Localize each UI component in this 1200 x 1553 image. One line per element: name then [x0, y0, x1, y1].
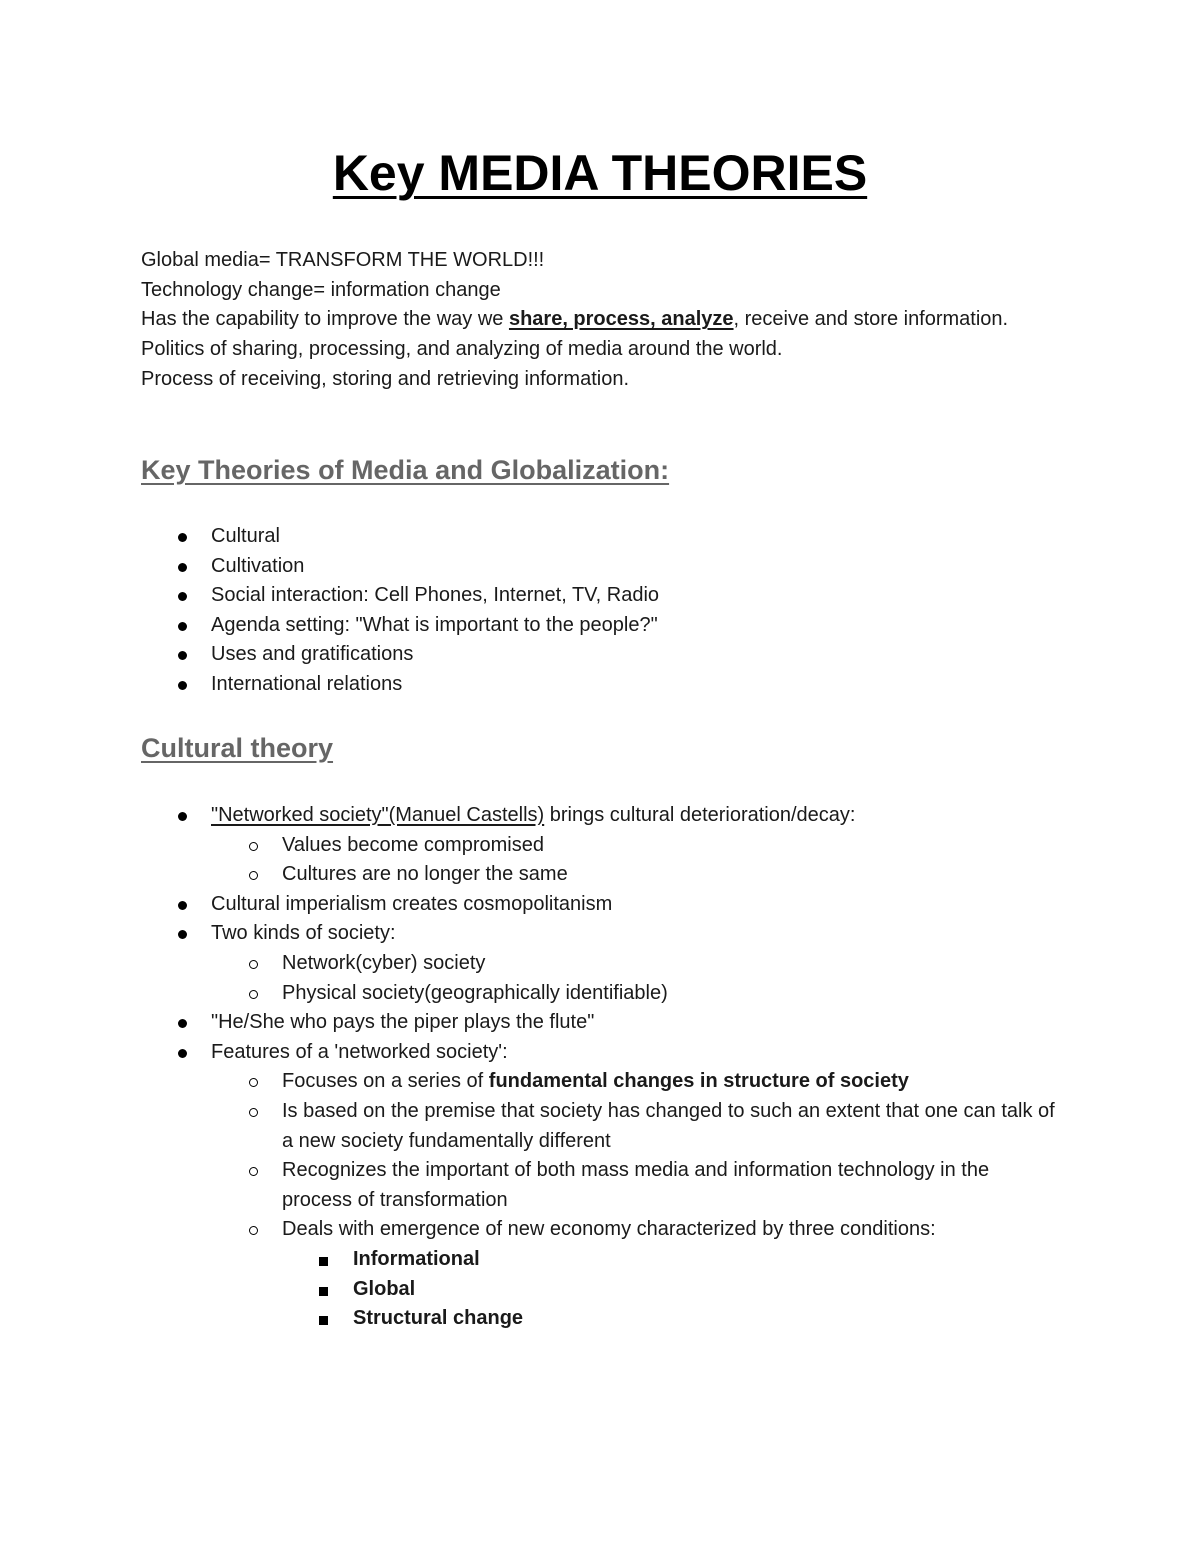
sub-sub-list-item — [0, 1245, 1100, 1275]
circle-bullet-icon — [249, 1226, 258, 1235]
list-item — [0, 1008, 1100, 1038]
bullet-icon — [178, 681, 187, 690]
list-item — [0, 611, 1100, 641]
list-item-text: Cultures are no longer the same — [282, 863, 568, 886]
list-item — [0, 581, 1100, 611]
bullet-icon — [178, 930, 187, 939]
intro-text: , receive and store information. — [733, 308, 1009, 331]
list-item-text: Informational — [353, 1247, 480, 1270]
section-heading-cultural-theory: Cultural theory — [141, 733, 334, 763]
sub-list-item — [0, 949, 1100, 979]
square-bullet-icon — [319, 1316, 328, 1325]
circle-bullet-icon — [249, 1108, 258, 1117]
sub-list-item — [0, 860, 1100, 890]
circle-bullet-icon — [249, 1167, 258, 1176]
sub-list-item — [0, 979, 1100, 1009]
list-item — [0, 640, 1100, 670]
key-theories-list — [0, 522, 1100, 700]
bullet-icon — [178, 533, 187, 542]
intro-line: Politics of sharing, processing, and analyzing of media around the world. — [141, 338, 783, 361]
sub-sub-list-item — [0, 1275, 1100, 1305]
document-title — [0, 140, 1200, 206]
list-item-text: Deals with emergence of new economy characterized by three conditions: — [282, 1218, 936, 1241]
sub-list-item — [0, 1067, 1100, 1097]
list-item-text: International relations — [211, 672, 403, 695]
bullet-icon — [178, 651, 187, 660]
circle-bullet-icon — [249, 871, 258, 880]
list-item-text: Global — [353, 1277, 416, 1300]
square-bullet-icon — [319, 1257, 328, 1266]
networked-society-link-text: "Networked society"(Manuel Castells) — [211, 804, 545, 826]
intro-line: Global media= TRANSFORM THE WORLD!!! — [141, 249, 545, 271]
list-item-text: Is based on the premise that society has changed to such an extent that one can talk of a new society fundamentally different — [282, 1099, 1055, 1152]
list-item-text: Values become compromised — [282, 833, 544, 856]
list-item-text: Two kinds of society: — [211, 922, 396, 945]
intro-line: Process of receiving, storing and retrieving information. — [141, 367, 630, 390]
list-item-text: Structural change — [353, 1307, 524, 1330]
list-item-text: Uses and gratifications — [211, 643, 414, 666]
intro-line — [141, 305, 1021, 335]
list-item-text: Features of a 'networked society': — [211, 1040, 508, 1063]
sub-list-item — [0, 1097, 1100, 1156]
list-item-text: Cultivation — [211, 554, 305, 577]
circle-bullet-icon — [249, 990, 258, 999]
circle-bullet-icon — [249, 842, 258, 851]
intro-text: Has the capability to improve the way we — [141, 308, 509, 331]
list-item-text: Cultural — [211, 525, 280, 547]
list-item-text: "He/She who pays the piper plays the flute" — [211, 1011, 595, 1034]
list-item-text: Physical society(geographically identifiable) — [282, 981, 668, 1004]
list-item-text: Focuses on a series of — [282, 1070, 489, 1093]
bullet-icon — [178, 622, 187, 631]
bullet-icon — [178, 592, 187, 601]
sub-list-item — [0, 831, 1100, 861]
square-bullet-icon — [319, 1287, 328, 1296]
sub-list-item — [0, 1215, 1100, 1245]
list-item — [0, 890, 1100, 920]
bullet-icon — [178, 812, 187, 821]
bullet-icon — [178, 563, 187, 572]
emphasis-text: share, process, analyze — [508, 308, 734, 331]
bullet-icon — [178, 1019, 187, 1028]
list-item-text: Social interaction: Cell Phones, Internet, TV, Radio — [211, 584, 660, 607]
circle-bullet-icon — [249, 960, 258, 969]
list-item — [0, 552, 1100, 582]
title-text: Key MEDIA THEORIES — [332, 145, 868, 201]
circle-bullet-icon — [249, 1078, 258, 1087]
list-item — [0, 801, 1100, 831]
cultural-theory-list — [0, 801, 1100, 1334]
bold-text: fundamental changes in structure of society — [488, 1070, 909, 1093]
list-item — [0, 919, 1100, 949]
bullet-icon — [178, 1049, 187, 1058]
list-item — [0, 1038, 1100, 1068]
section-heading-key-theories: Key Theories of Media and Globalization: — [141, 455, 670, 485]
intro-paragraph — [141, 246, 1021, 395]
bullet-icon — [178, 901, 187, 910]
list-item-text: Network(cyber) society — [282, 951, 486, 974]
list-item-text: Cultural imperialism creates cosmopolitanism — [211, 892, 613, 915]
list-item — [0, 670, 1100, 700]
sub-list-item — [0, 1156, 1100, 1215]
intro-line: Technology change= information change — [141, 278, 501, 301]
list-item — [0, 522, 1100, 552]
list-item-text: Agenda setting: "What is important to the people?" — [211, 613, 658, 636]
sub-sub-list-item — [0, 1304, 1100, 1334]
list-item-text: Recognizes the important of both mass media and information technology in the process of transformation — [282, 1159, 990, 1211]
list-item-text: brings cultural deterioration/decay: — [544, 804, 856, 826]
